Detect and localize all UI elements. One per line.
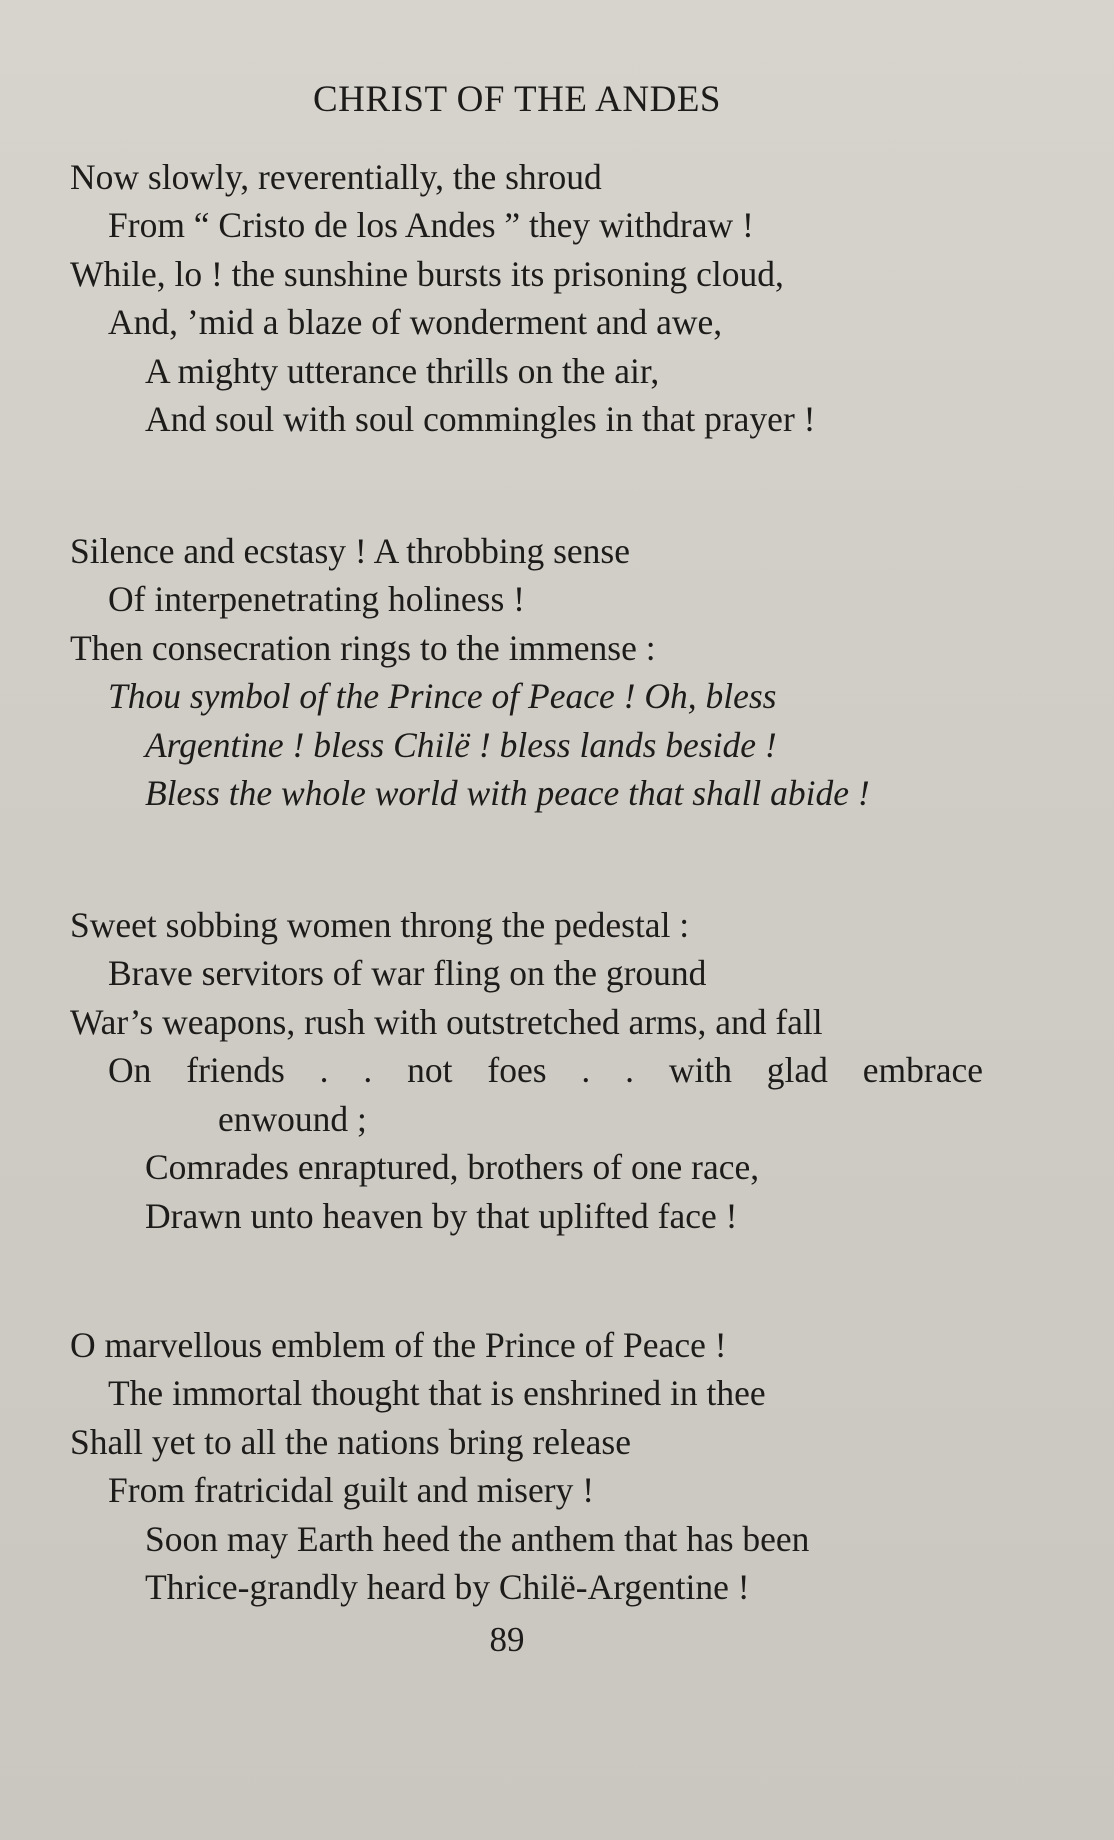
poem-line: From “ Cristo de los Andes ” they withdraw ! xyxy=(108,205,754,245)
poem-line-italic: Bless the whole world with peace that shall abide ! xyxy=(145,773,870,813)
poem-line: Brave servitors of war fling on the ground xyxy=(108,953,707,993)
poem-line: Silence and ecstasy ! A throbbing sense xyxy=(70,531,630,571)
poem-line-italic: Thou symbol of the Prince of Peace ! Oh, bless xyxy=(108,676,777,716)
poem-line: On friends . . not foes . . with glad embrace xyxy=(108,1050,983,1090)
poem-line: A mighty utterance thrills on the air, xyxy=(145,351,660,391)
poem-line: Now slowly, reverentially, the shroud xyxy=(70,157,602,197)
poem-line: Soon may Earth heed the anthem that has been xyxy=(145,1519,810,1559)
poem-line: And, ’mid a blaze of wonderment and awe, xyxy=(108,302,723,342)
poem-line: War’s weapons, rush with outstretched arms, and fall xyxy=(70,1002,823,1042)
poem-line: From fratricidal guilt and misery ! xyxy=(108,1470,595,1510)
poem-title: CHRIST OF THE ANDES xyxy=(312,79,721,120)
poem-line-italic: Argentine ! bless Chilë ! bless lands beside ! xyxy=(145,725,777,765)
poem-line: Thrice-grandly heard by Chilë-Argentine ! xyxy=(145,1567,750,1607)
poem-line-continuation: enwound ; xyxy=(218,1099,367,1139)
poem-line: And soul with soul commingles in that prayer ! xyxy=(145,399,816,439)
poem-line: Drawn unto heaven by that uplifted face ! xyxy=(145,1196,738,1236)
poem-line: Then consecration rings to the immense : xyxy=(70,628,656,668)
poem-line: Sweet sobbing women throng the pedestal : xyxy=(70,905,690,945)
poem-line: O marvellous emblem of the Prince of Peace ! xyxy=(70,1325,727,1365)
poem-line: Shall yet to all the nations bring release xyxy=(70,1422,631,1462)
page-number: 89 xyxy=(489,1620,525,1659)
poem-line: Of interpenetrating holiness ! xyxy=(108,579,526,619)
poem-line: The immortal thought that is enshrined in thee xyxy=(108,1373,766,1413)
poem-line: While, lo ! the sunshine bursts its prisoning cloud, xyxy=(70,254,784,294)
poem-line: Comrades enraptured, brothers of one race, xyxy=(145,1147,760,1187)
